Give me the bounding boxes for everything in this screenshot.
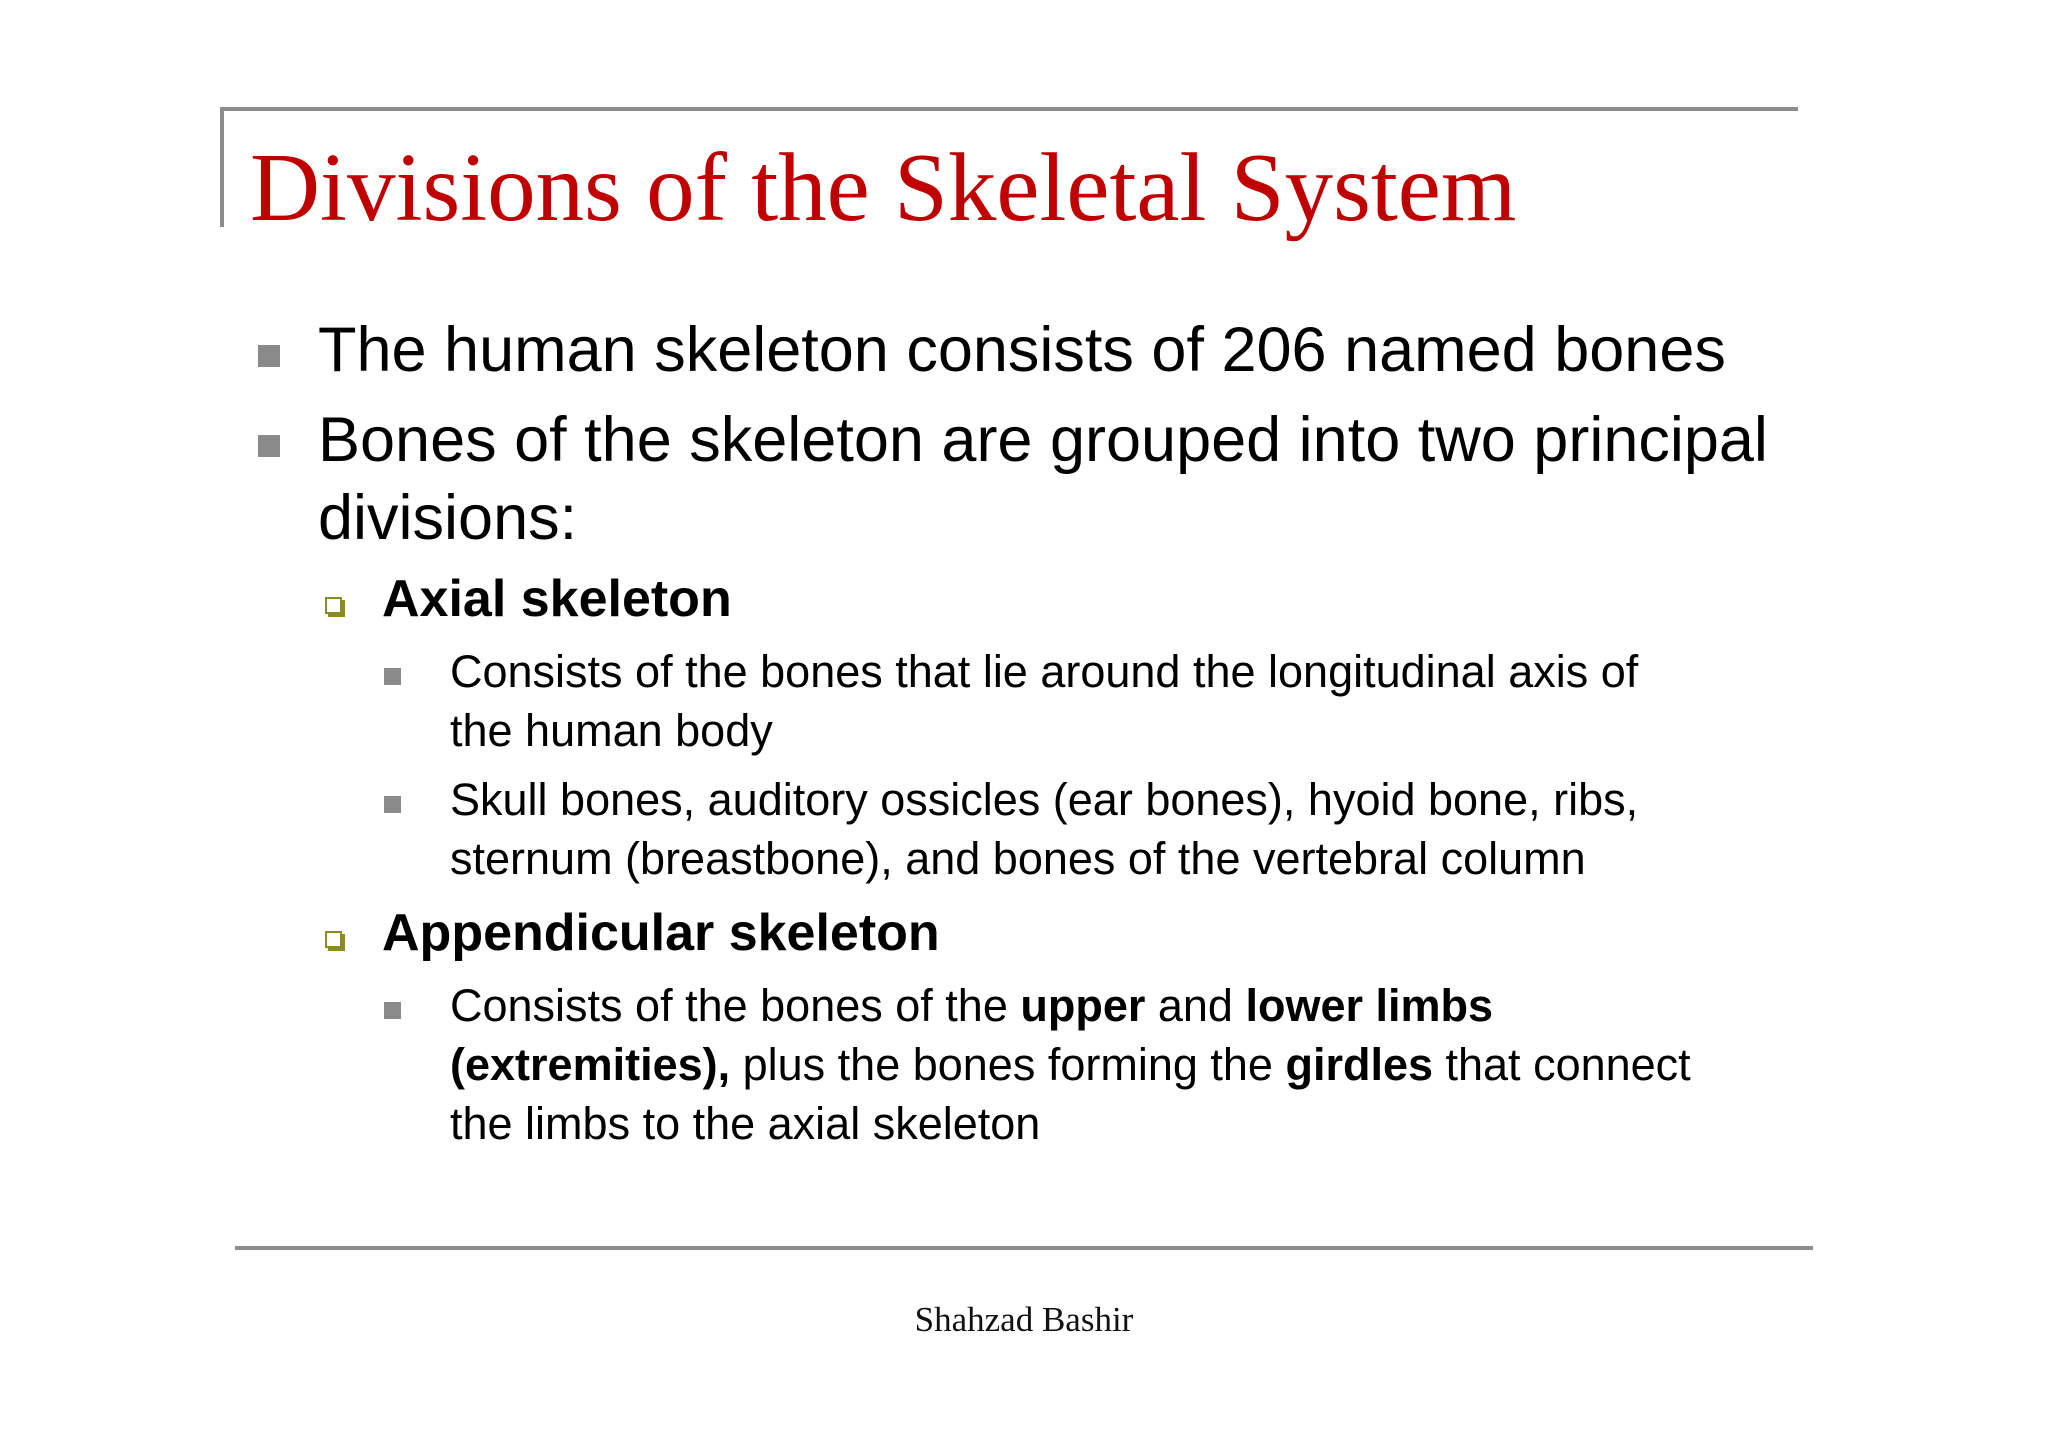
text-run: that connect xyxy=(1433,1039,1691,1090)
text-run: and xyxy=(1145,980,1246,1031)
sub-bullet-text: Skull bones, auditory ossicles (ear bones), hyoid bone, ribs, xyxy=(450,774,1639,825)
division-heading-axial: Axial skeleton xyxy=(382,570,732,628)
square-bullet-icon xyxy=(258,435,280,457)
bold-term-upper: upper xyxy=(1020,980,1146,1031)
bold-term-lower-limbs: lower limbs xyxy=(1245,980,1494,1031)
sub-bullet-text-continued xyxy=(450,1035,1691,1094)
bottom-divider xyxy=(235,1246,1813,1250)
left-divider xyxy=(220,107,224,227)
bold-term-girdles: girdles xyxy=(1285,1039,1433,1090)
bullet-text: Bones of the skeleton are grouped into two principal xyxy=(318,405,1768,475)
footer-author: Shahzad Bashir xyxy=(914,1300,1134,1339)
division-heading-appendicular: Appendicular skeleton xyxy=(382,904,940,962)
sub-bullet-text-continued: sternum (breastbone), and bones of the vertebral column xyxy=(450,833,1586,884)
square-bullet-icon xyxy=(384,1002,401,1019)
square-bullet-icon xyxy=(384,796,401,813)
bold-term-extremities: (extremities), xyxy=(450,1039,731,1090)
sub-bullet-text: Consists of the bones that lie around the longitudinal axis of xyxy=(450,646,1639,697)
sub-bullet-text xyxy=(450,976,1493,1035)
square-bullet-icon xyxy=(384,668,401,685)
hollow-square-bullet-icon xyxy=(325,931,342,948)
top-divider xyxy=(220,107,1798,111)
bullet-text-continued: divisions: xyxy=(318,483,578,553)
text-run: plus the bones forming the xyxy=(730,1039,1286,1090)
sub-bullet-text-continued: the limbs to the axial skeleton xyxy=(450,1098,1041,1149)
sub-bullet-text-continued: the human body xyxy=(450,705,773,756)
slide-title: Divisions of the Skeletal System xyxy=(250,134,1517,241)
text-run: Consists of the bones of the xyxy=(450,980,1021,1031)
bullet-text: The human skeleton consists of 206 named bones xyxy=(318,315,1726,385)
hollow-square-bullet-icon xyxy=(325,597,342,614)
square-bullet-icon xyxy=(258,345,280,367)
